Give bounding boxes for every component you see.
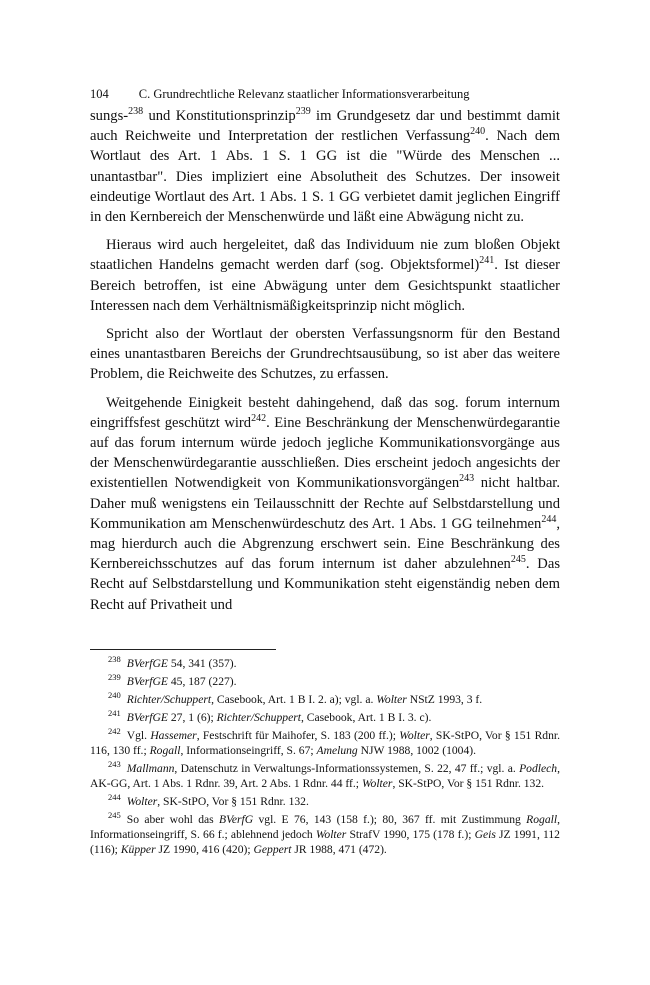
footnote-citation-author: BVerfGE xyxy=(126,675,168,688)
footnote-citation-author: Richter/Schuppert xyxy=(216,711,301,724)
text-run: im Grundgesetz dar und bestimmt damit auch Reichweite und Interpretation der restlichen Verfassung xyxy=(90,108,560,145)
footnote-number: 245 xyxy=(108,810,121,821)
running-header xyxy=(90,86,560,102)
footnote-citation-author: Amelung xyxy=(316,744,358,757)
footnote-text: 54, 341 (357). xyxy=(167,657,237,670)
footnote-citation-author: BVerfGE xyxy=(126,657,168,670)
footnote-citation-author: Geis xyxy=(474,828,496,841)
footnote-text: , SK-StPO, Vor § 151 Rdnr. 116, 130 ff.; xyxy=(90,729,561,757)
footnote-citation-author: BVerfG xyxy=(219,813,254,826)
text-run: und Konstitutionsprinzip xyxy=(143,108,296,124)
footnote-239 xyxy=(90,674,560,689)
text-run: , mag hierdurch auch die Abgrenzung erschwert sein. Eine Beschränkung des Kernbereichsschutzes auf das forum internum ist daher abzulehnen xyxy=(90,515,560,573)
footnote-citation-author: Wolter xyxy=(361,777,393,790)
footnote-text: , SK-StPO, Vor § 151 Rdnr. 132. xyxy=(157,795,309,808)
page-number: 104 xyxy=(90,87,109,101)
footnote-text: vgl. E 76, 143 (158 f.); 80, 367 ff. mit Zustimmung xyxy=(253,813,527,826)
footnote-text: StrafV 1990, 175 (178 f.); xyxy=(346,828,475,841)
footnote-text: , Datenschutz in Verwaltungs-Informationssystemen, S. 22, 47 ff.; vgl. a. xyxy=(174,762,520,775)
paragraph-2 xyxy=(90,235,560,316)
footnote-citation-author: Richter/Schuppert xyxy=(126,693,212,706)
footnote-text: , Informationseingriff, S. 67; xyxy=(180,744,317,757)
footnote-text: NJW 1988, 1002 (1004). xyxy=(357,744,477,757)
footnote-ref[interactable]: 241 xyxy=(479,255,495,267)
footnote-number: 243 xyxy=(108,759,121,770)
text-run: nicht haltbar. Daher muß wenigstens ein Teilausschnitt der Rechte auf Selbstdarstellung und Kommunikation am Menschenwürdeschutz des Art. 1 Abs. 1 GG teilnehmen xyxy=(90,475,561,532)
footnote-238 xyxy=(90,656,560,671)
footnote-243 xyxy=(90,761,560,791)
text-run: . Das Recht auf Selbstdarstellung und Kommunikation steht eigenständig neben dem Recht auf Privatheit und xyxy=(90,556,560,613)
footnote-text: 45, 187 (227). xyxy=(167,675,237,688)
footnote-ref[interactable]: 245 xyxy=(510,554,526,566)
text-run: . Eine Beschränkung der Menschenwürdegarantie auf das forum internum würde jedoch jegliche Kommunikationsvorgänge aus der Menschenwürdegarantie ausschließen. Dies erscheint jedoch angesichts der existentiellen Notwendigkeit von Kommunikationsvorgängen xyxy=(90,414,560,492)
paragraph-3 xyxy=(90,324,560,385)
footnote-ref[interactable]: 244 xyxy=(541,514,557,525)
paragraph-4 xyxy=(90,393,560,615)
footnote-number: 238 xyxy=(108,654,121,665)
text-run: Weitgehende Einigkeit besteht dahingehend, daß das sog. forum internum eingriffsfest geschützt wird xyxy=(90,394,560,431)
footnote-241 xyxy=(90,710,560,725)
footnote-citation-author: Küpper xyxy=(120,843,156,856)
footnote-citation-author: Rogall xyxy=(149,744,181,757)
footnote-text: JZ 1991, 112 (116); xyxy=(90,828,560,856)
footnote-240 xyxy=(90,692,560,707)
text-run: Spricht also der Wortlaut der obersten Verfassungsnorm für den Bestand eines unantastbaren Bereichs der Grundrechtsausübung, so ist aber das weitere Problem, die Reichweite des Schutzes, zu erfassen. xyxy=(90,326,560,383)
footnote-text: 27, 1 (6); xyxy=(167,711,217,724)
footnote-text: NStZ 1993, 3 f. xyxy=(406,693,483,706)
footnote-text: , Casebook, Art. 1 B I. 3. c). xyxy=(300,711,432,724)
footnote-number: 242 xyxy=(108,726,121,737)
footnote-citation-author: Rogall xyxy=(526,813,558,826)
footnote-number: 240 xyxy=(108,690,121,701)
footnote-text: , AK-GG, Art. 1 Abs. 1 Rdnr. 39, Art. 2 Abs. 1 Rdnr. 44 ff.; xyxy=(90,762,560,790)
footnote-citation-author: Wolter xyxy=(126,795,158,808)
footnote-citation-author: Hassemer xyxy=(150,729,197,742)
running-title: C. Grundrechtliche Relevanz staatlicher Informationsverarbeitung xyxy=(138,87,470,101)
footnote-text: JR 1988, 471 (472). xyxy=(291,843,387,856)
text-run: sungs- xyxy=(90,108,129,124)
footnote-divider xyxy=(90,649,276,650)
main-text xyxy=(90,106,560,623)
footnote-citation-author: Wolter xyxy=(376,693,407,706)
footnote-citation-author: BVerfGE xyxy=(126,711,168,724)
footnote-244 xyxy=(90,794,560,809)
paragraph-1 xyxy=(90,106,560,227)
footnote-text: Vgl. xyxy=(126,729,151,742)
footnote-ref[interactable]: 238 xyxy=(128,106,144,118)
footnote-245 xyxy=(90,812,560,857)
footnote-number: 244 xyxy=(108,792,121,803)
footnote-ref[interactable]: 239 xyxy=(295,106,311,118)
text-run: . Nach dem Wortlaut des Art. 1 Abs. 1 S. 1 GG ist die "Würde des Menschen ... unantastbar". Dies impliziert eine Absolutheit des Schutzes. Der insoweit eindeutige Wortlaut des Art. 1 Abs. 1 S. 1 GG verbietet damit jeglichen Eingriff in den Kernbereich der Menschenwürde und läßt eine Abwägung nicht zu. xyxy=(90,128,560,226)
footnote-text: , Festschrift für Maihofer, S. 183 (200 ff.); xyxy=(196,729,400,742)
footnote-text: So aber wohl das xyxy=(126,813,219,826)
footnote-citation-author: Geppert xyxy=(253,843,292,856)
footnote-citation-author: Wolter xyxy=(399,729,430,742)
footnote-number: 239 xyxy=(108,672,121,683)
footnote-242 xyxy=(90,728,560,758)
footnote-citation-author: Mallmann xyxy=(126,762,175,775)
text-run: Hieraus wird auch hergeleitet, daß das Individuum nie zum bloßen Objekt staatlichen Handelns gemacht werden darf (sog. Objektsformel) xyxy=(90,237,560,274)
footnote-ref[interactable]: 242 xyxy=(251,412,267,424)
footnote-citation-author: Wolter xyxy=(315,828,347,841)
footnote-number: 241 xyxy=(108,708,121,719)
footnotes xyxy=(90,656,560,860)
footnote-text: , Casebook, Art. 1 B I. 2. a); vgl. a. xyxy=(211,693,377,706)
footnote-text: , SK-StPO, Vor § 151 Rdnr. 132. xyxy=(392,777,545,790)
footnote-ref[interactable]: 243 xyxy=(459,473,475,485)
footnote-ref[interactable]: 240 xyxy=(470,126,486,138)
text-run: . Ist dieser Bereich betroffen, ist eine Abwägung unter dem Gesichtspunkt staatlicher Interessen nach dem Verhältnismäßigkeitsprinzip nicht möglich. xyxy=(90,257,560,314)
footnote-text: JZ 1990, 416 (420); xyxy=(155,843,254,856)
footnote-text: , Informationseingriff, S. 66 f.; ablehnend jedoch xyxy=(90,813,560,841)
footnote-citation-author: Podlech xyxy=(519,762,558,775)
